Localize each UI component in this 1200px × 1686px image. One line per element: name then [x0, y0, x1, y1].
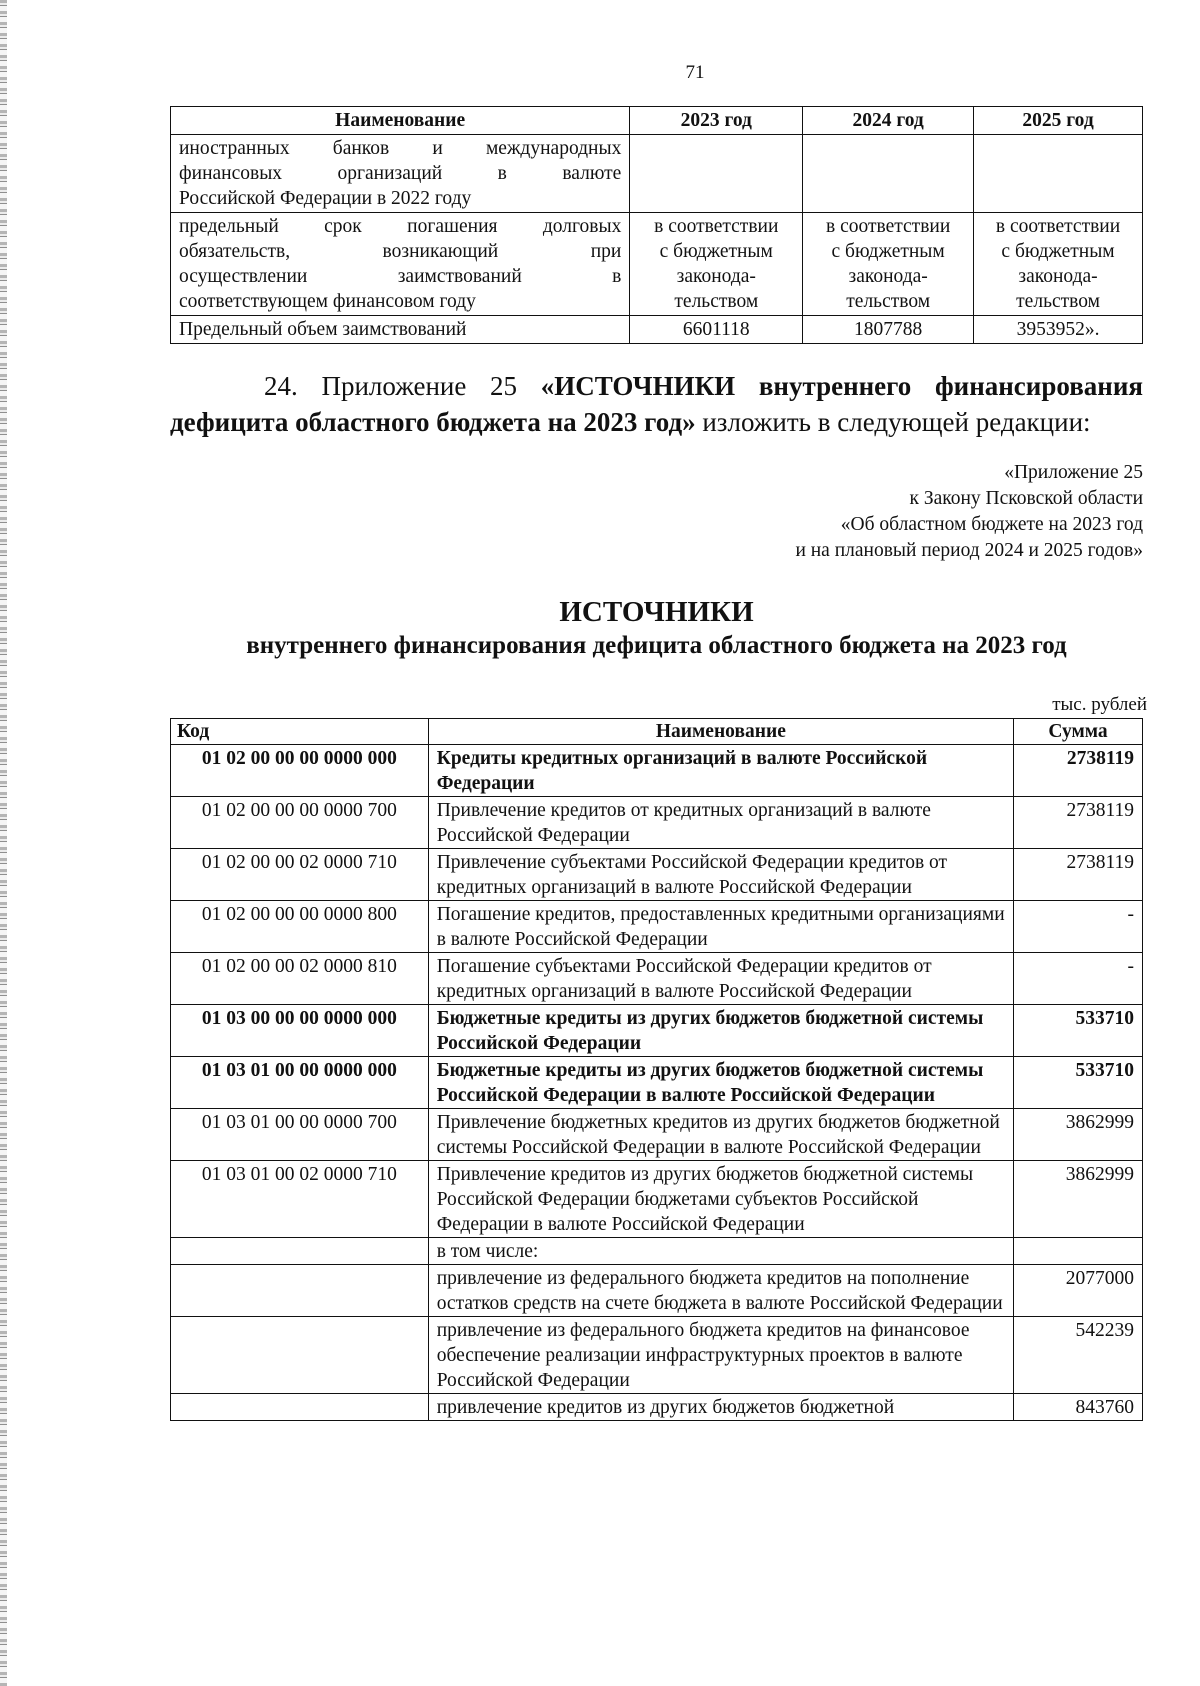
header-2024: 2024 год [803, 107, 974, 135]
row-name: в том числе: [428, 1238, 1013, 1265]
table-row [171, 849, 1143, 901]
row-sum: - [1014, 901, 1143, 953]
row-code [171, 1394, 429, 1421]
row-name: Привлечение кредитов из других бюджетов бюджетной системы Российской Федерации бюджетами субъектов Российской Федерации в валюте Российской Федерации [428, 1161, 1013, 1238]
row-code: 01 02 00 00 00 0000 800 [171, 901, 429, 953]
row-sum: 3862999 [1014, 1161, 1143, 1238]
header-2023: 2023 год [630, 107, 803, 135]
text-line: Российской Федерации в 2022 году [179, 188, 472, 209]
paragraph-rest: изложить в следующей редакции: [702, 407, 1091, 437]
row-name: Бюджетные кредиты из других бюджетов бюджетной системы Российской Федерации в валюте Российской Федерации [428, 1057, 1013, 1109]
paragraph-number: 24. Приложение 25 [264, 371, 518, 401]
term-2023-cell [630, 213, 803, 316]
text-line: осуществлении заимствований в [179, 266, 622, 287]
text-line: с бюджетным [1001, 241, 1115, 262]
row-sum: 2738119 [1014, 849, 1143, 901]
text-line: тельством [846, 291, 931, 312]
header-code: Код [171, 719, 429, 745]
row-name: Погашение кредитов, предоставленных кредитными организациями в валюте Российской Федерации [428, 901, 1013, 953]
row-name: Кредиты кредитных организаций в валюте Российской Федерации [428, 745, 1013, 797]
term-2025-cell [974, 213, 1143, 316]
row-name: Привлечение кредитов от кредитных организаций в валюте Российской Федерации [428, 797, 1013, 849]
table-row [171, 745, 1143, 797]
row-name: привлечение из федерального бюджета кредитов на финансовое обеспечение реализации инфраструктурных проектов в валюте Российской Федерации [428, 1317, 1013, 1394]
table-row [171, 1109, 1143, 1161]
limit-2024-cell: 1807788 [803, 316, 974, 344]
borrowing-limits-table [170, 106, 1143, 344]
text-line: законода- [1018, 266, 1098, 287]
row-code: 01 03 01 00 02 0000 710 [171, 1161, 429, 1238]
table-row [171, 1238, 1143, 1265]
page-number: 71 [685, 62, 705, 83]
row-code: 01 03 01 00 00 0000 000 [171, 1057, 429, 1109]
table-row [171, 797, 1143, 849]
table-header-row [171, 107, 1143, 135]
row-code [171, 1265, 429, 1317]
annex-note-line: «Приложение 25 [1004, 462, 1143, 483]
empty-cell [630, 135, 803, 213]
text-line: в соответствии [826, 216, 951, 237]
table-row [171, 213, 1143, 316]
row-code [171, 1238, 429, 1265]
table-row [171, 1317, 1143, 1394]
document-subtitle: внутреннего финансирования дефицита областного бюджета на 2023 год [246, 632, 1067, 659]
header-name: Наименование [171, 107, 630, 135]
row-code [171, 1317, 429, 1394]
row-sum: 2738119 [1014, 745, 1143, 797]
row-sum: 843760 [1014, 1394, 1143, 1421]
table-row [171, 316, 1143, 344]
text-line: тельством [1016, 291, 1100, 312]
text-line: обязательств, возникающий при [179, 241, 622, 262]
table-row [171, 1005, 1143, 1057]
text-line: финансовых организаций в валюте [179, 163, 622, 184]
row-code: 01 03 01 00 00 0000 700 [171, 1109, 429, 1161]
scan-edge [0, 0, 7, 1686]
row-sum: 542239 [1014, 1317, 1143, 1394]
amendment-paragraph [170, 368, 1143, 440]
text-line: в соответствии [995, 216, 1121, 237]
header-sum: Сумма [1014, 719, 1143, 745]
paragraph-bold-title: «ИСТОЧНИКИ внутреннего финансирования дефицита областного бюджета на 2023 год» [170, 371, 1143, 437]
row-sum: 2077000 [1014, 1265, 1143, 1317]
continuation-name-cell [171, 135, 630, 213]
table-row [171, 135, 1143, 213]
row-name: Привлечение субъектами Российской Федерации кредитов от кредитных организаций в валюте Российской Федерации [428, 849, 1013, 901]
row-sum: 533710 [1014, 1005, 1143, 1057]
text-line: с бюджетным [831, 241, 945, 262]
text-line: соответствующем финансовом году [179, 291, 476, 312]
row-sum: 3862999 [1014, 1109, 1143, 1161]
table-row [171, 953, 1143, 1005]
table-row [171, 1394, 1143, 1421]
empty-cell [803, 135, 974, 213]
text-line: иностранных банков и международных [179, 138, 622, 159]
term-name-cell [171, 213, 630, 316]
table-row [171, 1057, 1143, 1109]
row-code: 01 02 00 00 02 0000 710 [171, 849, 429, 901]
row-sum: 533710 [1014, 1057, 1143, 1109]
row-sum: - [1014, 953, 1143, 1005]
table-row [171, 1265, 1143, 1317]
limit-name-cell: Предельный объем заимствований [171, 316, 630, 344]
row-code: 01 02 00 00 00 0000 000 [171, 745, 429, 797]
row-sum [1014, 1238, 1143, 1265]
text-line: законода- [676, 266, 756, 287]
annex-note-line: к Закону Псковской области [909, 488, 1143, 509]
text-line: в соответствии [654, 216, 779, 237]
row-code: 01 03 00 00 00 0000 000 [171, 1005, 429, 1057]
row-code: 01 02 00 00 00 0000 700 [171, 797, 429, 849]
term-2024-cell [803, 213, 974, 316]
limit-2023-cell: 6601118 [630, 316, 803, 344]
annex-note-line: и на плановый период 2024 и 2025 годов» [795, 540, 1143, 561]
text-line: предельный срок погашения долговых [179, 216, 622, 237]
limit-2025-cell: 3953952». [974, 316, 1143, 344]
header-2025: 2025 год [974, 107, 1143, 135]
annex-note [543, 460, 1143, 564]
text-line: с бюджетным [659, 241, 773, 262]
row-name: привлечение из федерального бюджета кредитов на пополнение остатков средств на счете бюджета в валюте Российской Федерации [428, 1265, 1013, 1317]
row-name: привлечение кредитов из других бюджетов бюджетной [428, 1394, 1013, 1421]
units-label: тыс. рублей [1052, 694, 1147, 715]
annex-note-line: «Об областном бюджете на 2023 год [840, 514, 1143, 535]
text-line: тельством [674, 291, 759, 312]
sources-table [170, 718, 1143, 1421]
table-row [171, 1161, 1143, 1238]
row-code: 01 02 00 00 02 0000 810 [171, 953, 429, 1005]
text-line: законода- [848, 266, 928, 287]
empty-cell [974, 135, 1143, 213]
table-header-row [171, 719, 1143, 745]
row-name: Привлечение бюджетных кредитов из других бюджетов бюджетной системы Российской Федерации в валюте Российской Федерации [428, 1109, 1013, 1161]
row-name: Бюджетные кредиты из других бюджетов бюджетной системы Российской Федерации [428, 1005, 1013, 1057]
row-sum: 2738119 [1014, 797, 1143, 849]
row-name: Погашение субъектами Российской Федерации кредитов от кредитных организаций в валюте Российской Федерации [428, 953, 1013, 1005]
table-row [171, 901, 1143, 953]
document-title: ИСТОЧНИКИ [559, 596, 754, 628]
header-name: Наименование [428, 719, 1013, 745]
